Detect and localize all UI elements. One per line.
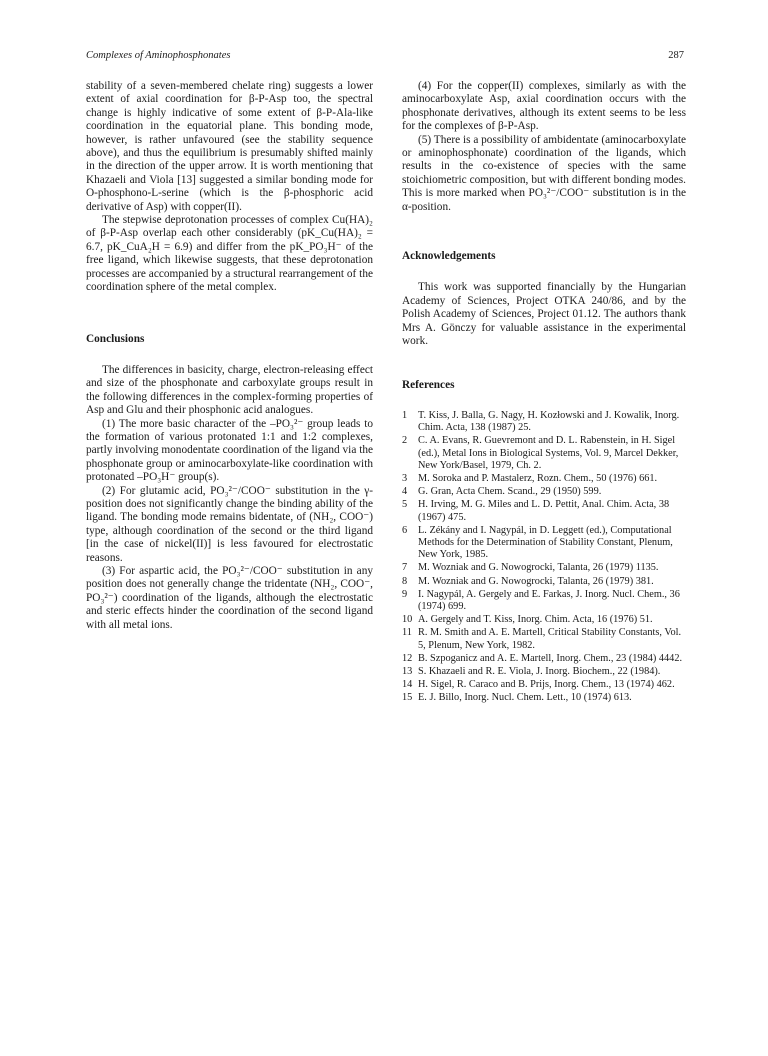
reference-number: 14 — [402, 679, 413, 691]
paragraph-chelate-stability: stability of a seven-membered chelate ring) suggests a lower extent of axial coordination for β-P-Asp too, the spectral change is highly indicative of some extent of β-P-Ala-like coordination in the equatorial plane. This bonding mode, however, is rather unfavoured (see the stability sequence above), and thus the equilibrium is presumably shifted mainly in the direction of the upper arrow. It is worth mentioning that Khazaeli and Viola [13] suggested a similar bonding mode for O-phosphono-L-serine (which is the β-phosphoric acid derivative of Asp) with copper(II). — [86, 80, 373, 213]
page-header — [86, 50, 684, 66]
reference-item — [402, 473, 686, 485]
reference-item — [402, 435, 686, 472]
reference-number: 15 — [402, 692, 413, 704]
reference-text: C. A. Evans, R. Guevremont and D. L. Rabenstein, in H. Sigel (ed.), Metal Ions in Biological Systems, Vol. 9, Marcel Dekker, New York/Basel, 1979, Ch. 2. — [418, 435, 679, 471]
reference-text: G. Gran, Acta Chem. Scand., 29 (1950) 599. — [418, 486, 602, 498]
reference-number: 3 — [402, 472, 408, 484]
conclusions-heading: Conclusions — [86, 332, 145, 345]
reference-number: 6 — [402, 524, 408, 536]
reference-item — [402, 614, 686, 626]
reference-text: M. Wozniak and G. Nowogrocki, Talanta, 26 (1979) 1135. — [418, 562, 659, 574]
reference-item — [402, 562, 686, 574]
conclusion-point-4: (4) For the copper(II) complexes, similarly as with the aminocarboxylate Asp, axial coordination occurs with the phosphonate derivatives, although its extent seems to be less for the complexes of β-P-Asp. — [402, 80, 686, 133]
reference-text: A. Gergely and T. Kiss, Inorg. Chim. Acta, 16 (1976) 51. — [418, 614, 653, 626]
reference-number: 8 — [402, 575, 408, 587]
reference-text: M. Soroka and P. Mastalerz, Rozn. Chem., 50 (1976) 661. — [418, 472, 658, 484]
reference-number: 10 — [402, 614, 413, 626]
reference-number: 7 — [402, 562, 408, 574]
reference-number: 9 — [402, 588, 408, 600]
reference-number: 1 — [402, 409, 408, 421]
reference-item — [402, 410, 686, 434]
conclusion-point-2: (2) For glutamic acid, PO₃²⁻/COO⁻ substitution in the γ-position does not significantly change the binding ability of the ligand. The bonding mode remains bidentate, of (NH₂, COO⁻) type, although coordination of the second or the third ligand [in the case of nickel(II)] is less favoured for electrostatic reasons. — [86, 484, 373, 564]
reference-text: H. Sigel, R. Caraco and B. Prijs, Inorg. Chem., 13 (1974) 462. — [418, 679, 675, 691]
right-column — [402, 80, 686, 706]
reference-number: 4 — [402, 486, 408, 498]
reference-item — [402, 525, 686, 562]
conclusion-point-1: (1) The more basic character of the –PO₃²⁻ group leads to the formation of various protonated 1:1 and 1:2 complexes, partly involving monodentate coordination of the ligand via the phosphonate group or aminocarboxylate-like coordination with protonated –PO₃H⁻ group(s). — [86, 417, 373, 484]
reference-text: M. Wozniak and G. Nowogrocki, Talanta, 26 (1979) 381. — [418, 575, 654, 587]
reference-text: H. Irving, M. G. Miles and L. D. Pettit, Anal. Chim. Acta, 38 (1967) 475. — [418, 499, 670, 523]
reference-number: 2 — [402, 435, 408, 447]
page-number: 287 — [668, 50, 684, 61]
paragraph-deprotonation: The stepwise deprotonation processes of complex Cu(HA)₂ of β-P-Asp overlap each other considerably (pK_Cu(HA)₂ = 6.7, pK_CuA₂H = 6.9) and differ from the pK_PO₃H⁻ of the free ligand, which likewise suggests, that these deprotonation processes are accompanied by a structural rearrangement of the coordination sphere of the metal complex. — [86, 214, 373, 294]
reference-number: 13 — [402, 665, 413, 677]
reference-item — [402, 576, 686, 588]
reference-number: 12 — [402, 652, 413, 664]
reference-list — [402, 410, 686, 705]
reference-item — [402, 653, 686, 665]
reference-text: T. Kiss, J. Balla, G. Nagy, H. Kozłowski and J. Kowalik, Inorg. Chim. Acta, 138 (1987) 25. — [418, 409, 680, 434]
left-column — [86, 80, 373, 632]
acknowledgements-heading: Acknowledgements — [402, 250, 496, 263]
reference-text: I. Nagypál, A. Gergely and E. Farkas, J. Inorg. Nucl. Chem., 36 (1974) 699. — [418, 588, 680, 612]
reference-item — [402, 499, 686, 523]
acknowledgements-text: This work was supported financially by the Hungarian Academy of Sciences, Project OTKA 240/86, and by the Polish Academy of Sciences, Project 01.12. The authors thank Mrs A. Gönczy for valuable assistance in the experimental work. — [402, 281, 686, 348]
reference-item — [402, 666, 686, 678]
reference-text: R. M. Smith and A. E. Martell, Critical Stability Constants, Vol. 5, Plenum, New York, 1982. — [418, 627, 682, 651]
reference-item — [402, 627, 686, 651]
conclusion-point-3: (3) For aspartic acid, the PO₃²⁻/COO⁻ substitution in any position does not generally change the tridentate (NH₂, COO⁻, PO₃²⁻) coordination of the ligands, although the electrostatic and steric effects hinder the coordination of the second ligand with all metal ions. — [86, 565, 373, 631]
references-heading: References — [402, 378, 455, 391]
reference-number: 11 — [402, 627, 412, 639]
conclusion-point-5: (5) There is a possibility of ambidentate (aminocarboxylate or aminophosphonate) coordination of the ligands, which results in the co-existence of species with the same stoichiometric composition, but with different bonding modes. This is more marked when PO₃²⁻/COO⁻ substitution is in the α-position. — [402, 133, 687, 213]
reference-number: 5 — [402, 499, 408, 511]
reference-item — [402, 679, 686, 691]
conclusions-intro: The differences in basicity, charge, electron-releasing effect and size of the phosphonate and carboxylate groups result in the following differences in the complex-forming properties of Asp and Glu and their phosphonic acid analogues. — [86, 363, 373, 417]
reference-text: S. Khazaeli and R. E. Viola, J. Inorg. Biochem., 22 (1984). — [418, 665, 661, 677]
running-head: Complexes of Aminophosphonates — [86, 50, 231, 61]
reference-text: E. J. Billo, Inorg. Nucl. Chem. Lett., 10 (1974) 613. — [418, 692, 632, 704]
reference-text: L. Zékány and I. Nagypál, in D. Leggett (ed.), Computational Methods for the Determination of Stability Constant, Plenum, New York, 1985. — [418, 524, 673, 561]
reference-text: B. Szpoganicz and A. E. Martell, Inorg. Chem., 23 (1984) 4442. — [418, 652, 683, 664]
reference-item — [402, 589, 686, 613]
reference-item — [402, 486, 686, 498]
reference-item — [402, 692, 686, 704]
